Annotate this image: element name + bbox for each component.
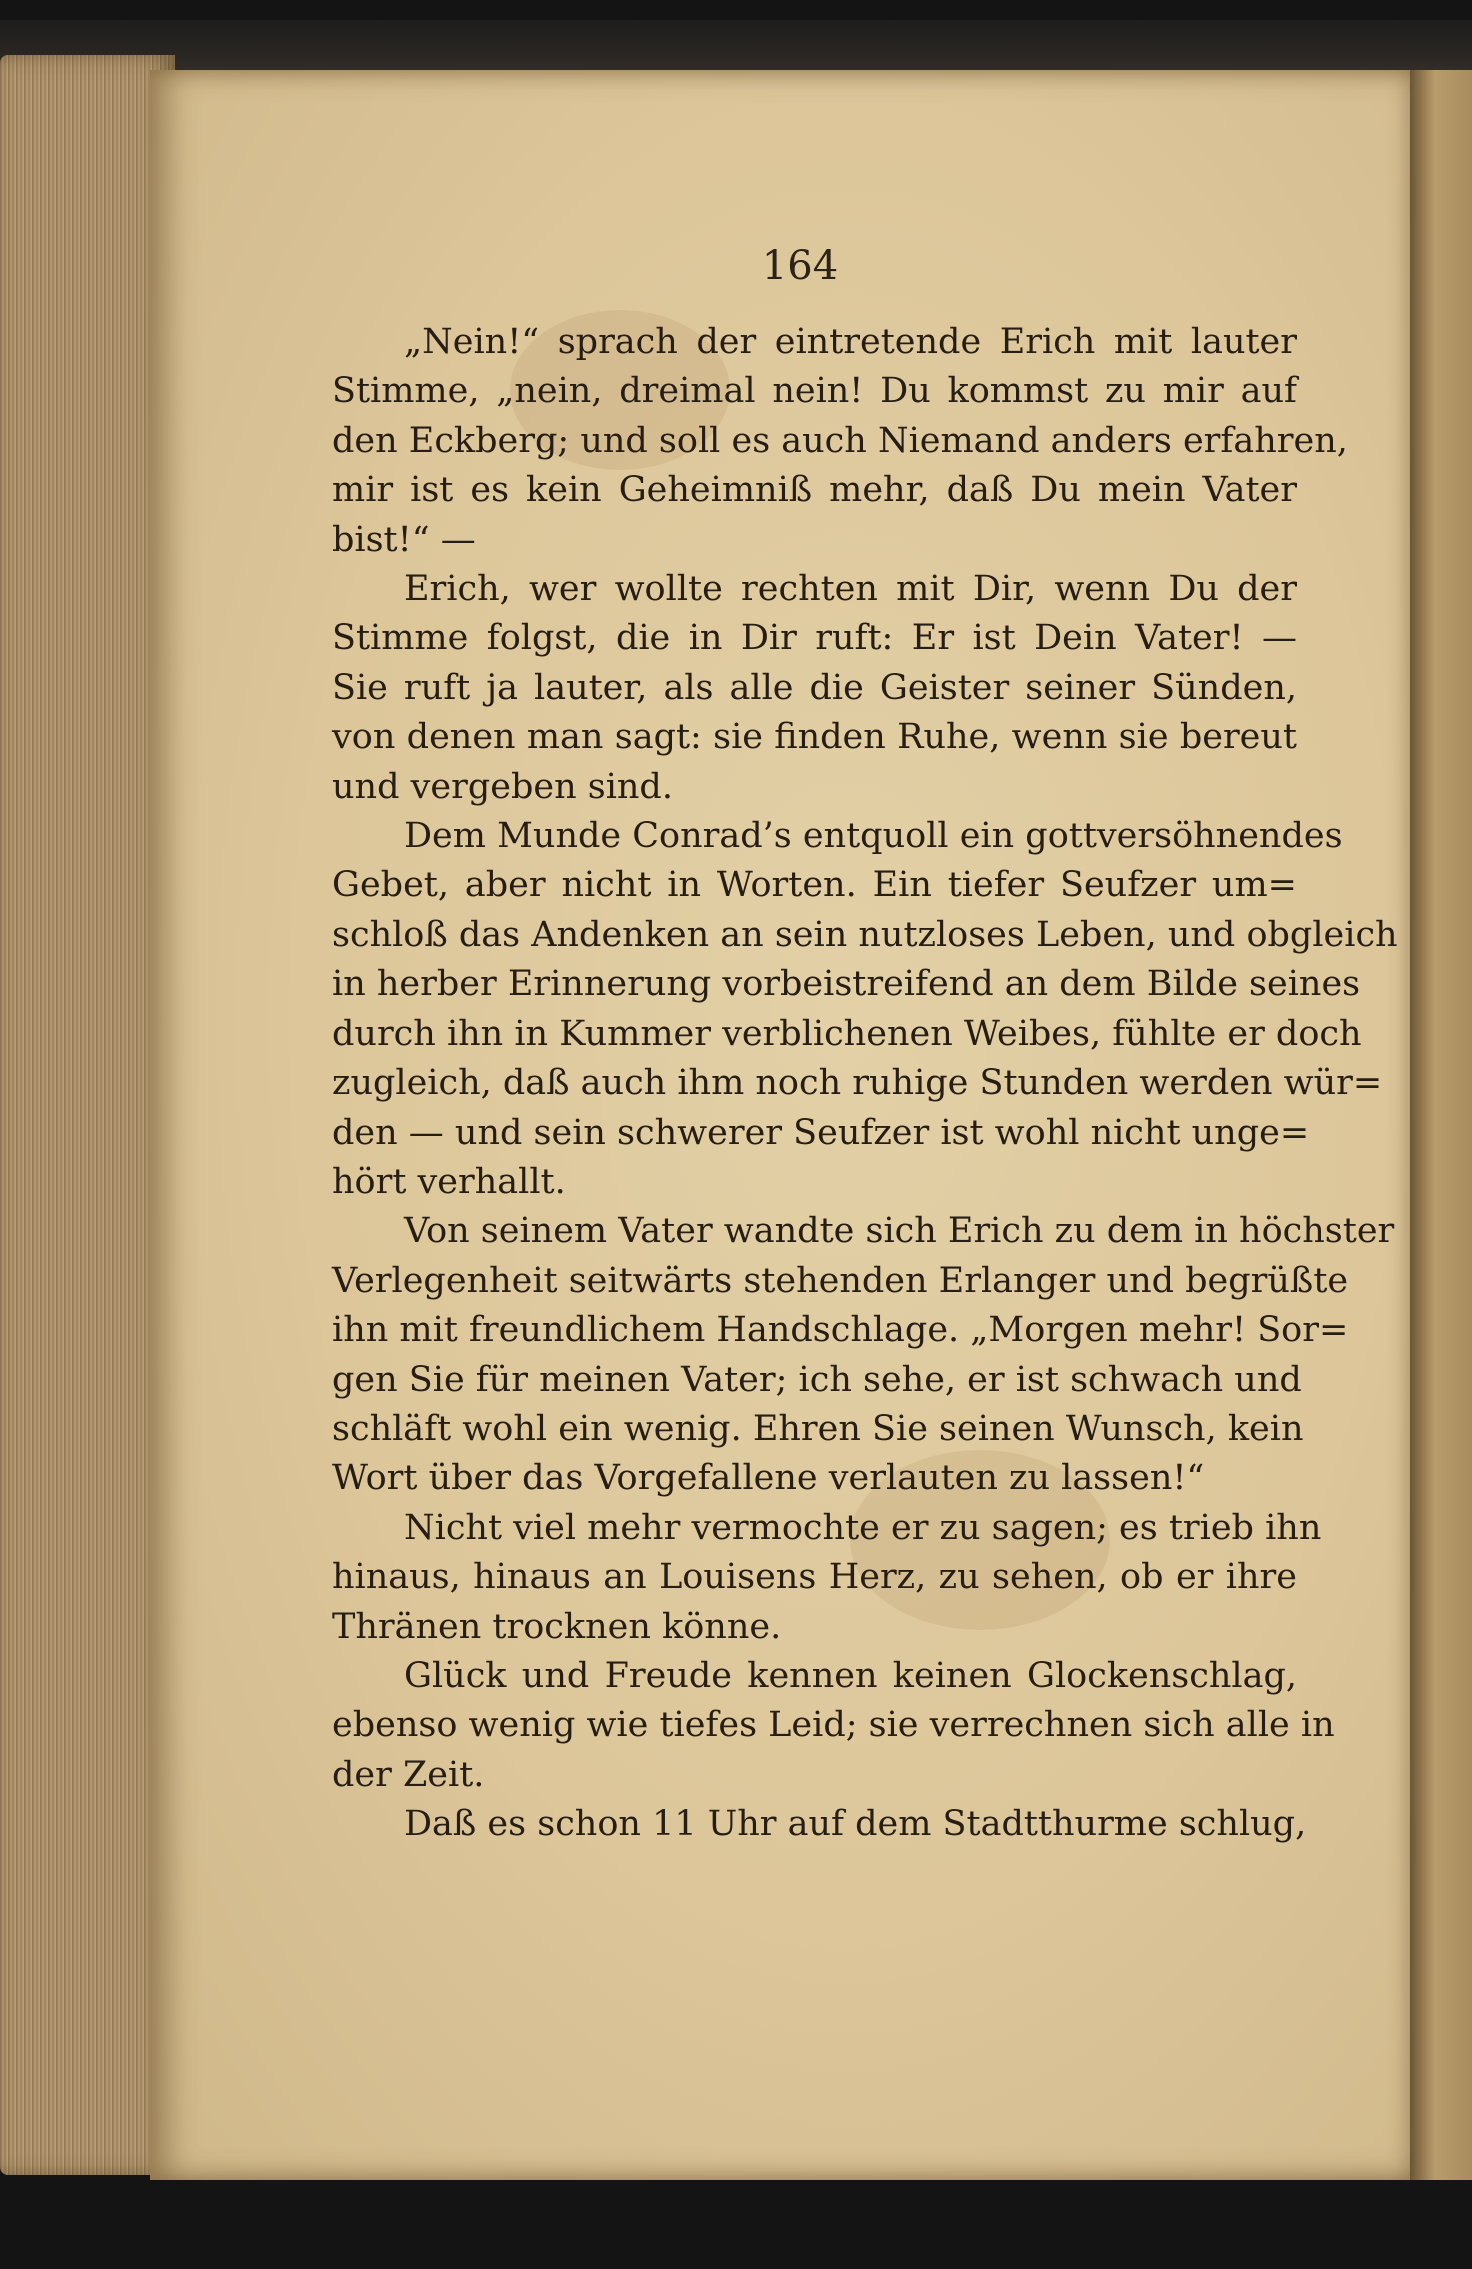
text-line: hinaus, hinaus an Louisens Herz, zu sehen, ob er ihre xyxy=(332,1557,1297,1598)
text-line: den Eckberg; und soll es auch Niemand anders erfahren, xyxy=(332,420,1348,461)
text-line: ihn mit freundlichem Handschlage. „Morgen mehr! Sor= xyxy=(332,1310,1349,1351)
body-text xyxy=(332,318,1398,1850)
text-line: Daß es schon 11 Uhr auf dem Stadtthurme schlug, xyxy=(404,1804,1307,1845)
text-line: ebenso wenig wie tiefes Leid; sie verrechnen sich alle in xyxy=(332,1705,1335,1746)
text-line: in herber Erinnerung vorbeistreifend an dem Bilde seines xyxy=(332,964,1361,1005)
paragraph xyxy=(332,1652,1335,1800)
text-line: Sie ruft ja lauter, als alle die Geister seiner Sünden, xyxy=(332,667,1297,708)
text-line: Thränen trocknen könne. xyxy=(332,1606,782,1647)
text-line: schloß das Andenken an sein nutzloses Leben, und obgleich xyxy=(332,914,1398,955)
text-line: Stimme folgst, die in Dir ruft: Er ist Dein Vater! — xyxy=(332,618,1297,659)
text-line: Wort über das Vorgefallene verlauten zu lassen!“ xyxy=(332,1458,1205,1499)
text-line: gen Sie für meinen Vater; ich sehe, er ist schwach und xyxy=(332,1359,1302,1400)
text-line: den — und sein schwerer Seufzer ist wohl nicht unge= xyxy=(332,1112,1310,1153)
text-line: Nicht viel mehr vermochte er zu sagen; es trieb ihn xyxy=(404,1507,1322,1548)
text-line: Glück und Freude kennen keinen Glockenschlag, xyxy=(404,1655,1297,1696)
text-line: durch ihn in Kummer verblichenen Weibes, fühlte er doch xyxy=(332,1013,1362,1054)
text-line: Erich, wer wollte rechten mit Dir, wenn Du der xyxy=(404,569,1297,610)
text-line: Stimme, „nein, dreimal nein! Du kommst zu mir auf xyxy=(332,371,1297,412)
text-line: zugleich, daß auch ihm noch ruhige Stunden werden wür= xyxy=(332,1063,1383,1104)
text-line: der Zeit. xyxy=(332,1754,485,1795)
paragraph xyxy=(332,318,1348,565)
text-line: von denen man sagt: sie finden Ruhe, wenn sie bereut xyxy=(332,717,1297,758)
paragraph xyxy=(332,1207,1395,1503)
text-line: Gebet, aber nicht in Worten. Ein tiefer Seufzer um= xyxy=(332,865,1297,906)
page-edges xyxy=(0,55,175,2175)
text-line: Von seinem Vater wandte sich Erich zu dem in höchster xyxy=(404,1211,1395,1252)
text-line: bist!“ — xyxy=(332,519,476,560)
text-line: Dem Munde Conrad’s entquoll ein gottversöhnendes xyxy=(404,816,1343,857)
paragraph xyxy=(332,565,1297,812)
text-line: mir ist es kein Geheimniß mehr, daß Du mein Vater xyxy=(332,470,1297,511)
paragraph xyxy=(332,1800,1307,1849)
facing-page-edge xyxy=(1410,70,1472,2180)
text-line: „Nein!“ sprach der eintretende Erich mit lauter xyxy=(404,322,1297,362)
paragraph xyxy=(332,812,1398,1207)
text-line: hört verhallt. xyxy=(332,1161,566,1202)
paragraph xyxy=(332,1504,1322,1652)
text-line: schläft wohl ein wenig. Ehren Sie seinen Wunsch, kein xyxy=(332,1408,1304,1449)
page-number: 164 xyxy=(761,243,839,289)
text-line: und vergeben sind. xyxy=(332,766,673,807)
text-line: Verlegenheit seitwärts stehenden Erlanger und begrüßte xyxy=(332,1260,1349,1301)
